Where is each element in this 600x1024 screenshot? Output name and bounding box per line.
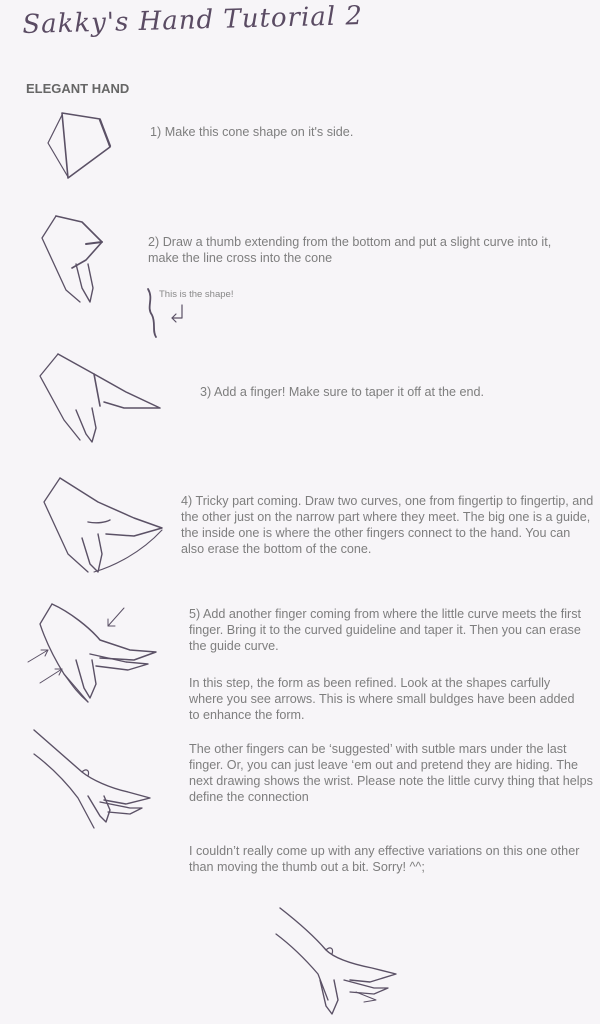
arrow-icon [166,302,188,324]
arrow-icon [38,665,66,687]
variation-hand-sketch [270,900,410,1024]
arrow-icon [104,606,128,630]
variations-text: I couldn’t really come up with any effective variations on this one other than moving the thumb out a bit. Sorry! ^^; [189,844,580,874]
arrow-icon [26,646,52,666]
step-4-text: 4) Tricky part coming. Draw two curves, one from fingertip to fingertip, and the other just on the narrow part where they meet. The big one is a guide, the inside one is where the other fingers connect to the hand. You can also erase the bottom of the cone. [181,494,594,556]
page-title: Sakky's Hand Tutorial 2 [22,1,364,40]
step-3-text: 3) Add a finger! Make sure to taper it off at the end. [200,385,484,399]
suggest-fingers-text: The other fingers can be ‘suggested’ with sutble mars under the last finger. Or, you can just leave ‘em out and pretend they are hiding. The next drawing shows the wrist. Please note the little curvy thing that helps define the connection [189,742,593,804]
wrist-hand-sketch [30,724,160,834]
guide-curves-sketch [38,472,178,582]
first-finger-sketch [34,348,164,448]
refine-text: In this step, the form as been refined. Look at the shapes carfully where you see arrows. This is where small buldges have been added to enhance the form. [189,676,575,722]
thumb-sketch [36,208,116,308]
shape-note: This is the shape! [159,289,234,300]
cone-sketch [40,105,120,185]
step-5-text: 5) Add another finger coming from where the little curve meets the first finger. Bring it to the curved guideline and taper it. Then you can erase the guide curve. [189,607,581,653]
section-heading: ELEGANT HAND [26,81,130,96]
step-2-text: 2) Draw a thumb extending from the bottom and put a slight curve into it, make the line cross into the cone [148,235,552,265]
step-1-text: 1) Make this cone shape on it's side. [150,125,354,139]
